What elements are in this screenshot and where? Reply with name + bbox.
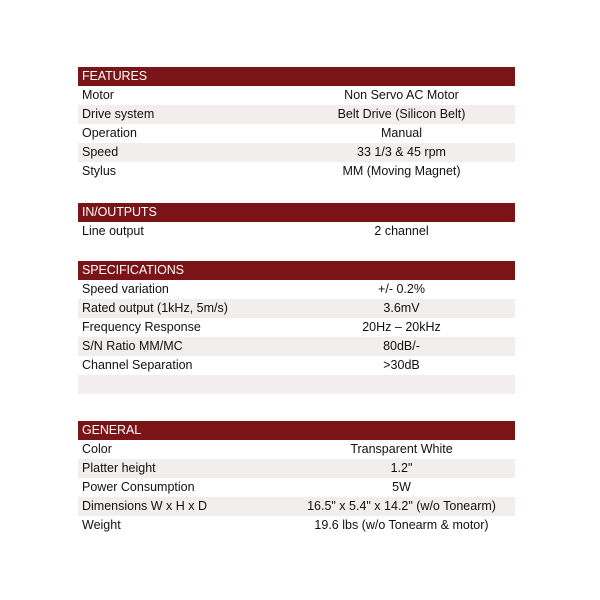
section-header-inoutputs: IN/OUTPUTS — [78, 203, 515, 222]
row-label: Color — [82, 442, 112, 456]
row-label: Speed — [82, 145, 119, 159]
row-value: 16.5" x 5.4" x 14.2" (w/o Tonearm) — [307, 499, 496, 513]
row-value: Transparent White — [350, 442, 453, 456]
inoutputs-section — [78, 203, 515, 241]
row-value: 5W — [392, 480, 411, 494]
row-value: Manual — [381, 126, 422, 140]
features-section — [78, 67, 515, 181]
row-value: 33 1/3 & 45 rpm — [357, 145, 446, 159]
section-header-specifications: SPECIFICATIONS — [78, 261, 515, 280]
table-row — [78, 440, 515, 459]
table-row-empty — [78, 375, 515, 394]
row-value: MM (Moving Magnet) — [342, 164, 461, 178]
row-label: Operation — [82, 126, 137, 140]
row-label: Line output — [82, 224, 144, 238]
row-value: 1.2" — [390, 461, 413, 475]
table-row — [78, 337, 515, 356]
table-row — [78, 124, 515, 143]
row-value: Belt Drive (Silicon Belt) — [337, 107, 466, 121]
row-value: 2 channel — [374, 224, 429, 238]
table-row — [78, 143, 515, 162]
row-label — [78, 375, 268, 394]
table-row — [78, 478, 515, 497]
table-row — [78, 222, 515, 241]
row-value: 80dB/- — [383, 339, 420, 353]
row-value: 19.6 lbs (w/o Tonearm & motor) — [314, 518, 489, 532]
row-value: >30dB — [383, 358, 420, 372]
row-value: 3.6mV — [383, 301, 420, 315]
row-value: 20Hz – 20kHz — [362, 320, 441, 334]
table-row — [78, 105, 515, 124]
specifications-section — [78, 261, 515, 394]
row-value: Non Servo AC Motor — [344, 88, 459, 102]
row-value: +/- 0.2% — [378, 282, 425, 296]
row-label: Rated output (1kHz, 5m/s) — [82, 301, 228, 315]
row-label: S/N Ratio MM/MC — [82, 339, 183, 353]
row-label: Frequency Response — [82, 320, 201, 334]
row-label: Dimensions W x H x D — [82, 499, 208, 513]
row-label: Platter height — [82, 461, 156, 475]
row-label: Speed variation — [82, 282, 169, 296]
section-header-general: GENERAL — [78, 421, 515, 440]
table-row — [78, 299, 515, 318]
table-row — [78, 318, 515, 337]
table-row — [78, 280, 515, 299]
section-header-features: FEATURES — [78, 67, 515, 86]
table-row — [78, 516, 515, 535]
row-label: Motor — [82, 88, 114, 102]
row-label: Stylus — [82, 164, 117, 178]
table-row — [78, 162, 515, 181]
row-label: Channel Separation — [82, 358, 193, 372]
table-row — [78, 356, 515, 375]
row-label: Drive system — [82, 107, 155, 121]
row-value — [268, 375, 515, 394]
row-label: Power Consumption — [82, 480, 195, 494]
table-row — [78, 497, 515, 516]
table-row — [78, 86, 515, 105]
table-row — [78, 459, 515, 478]
row-label: Weight — [82, 518, 121, 532]
general-section — [78, 421, 515, 535]
